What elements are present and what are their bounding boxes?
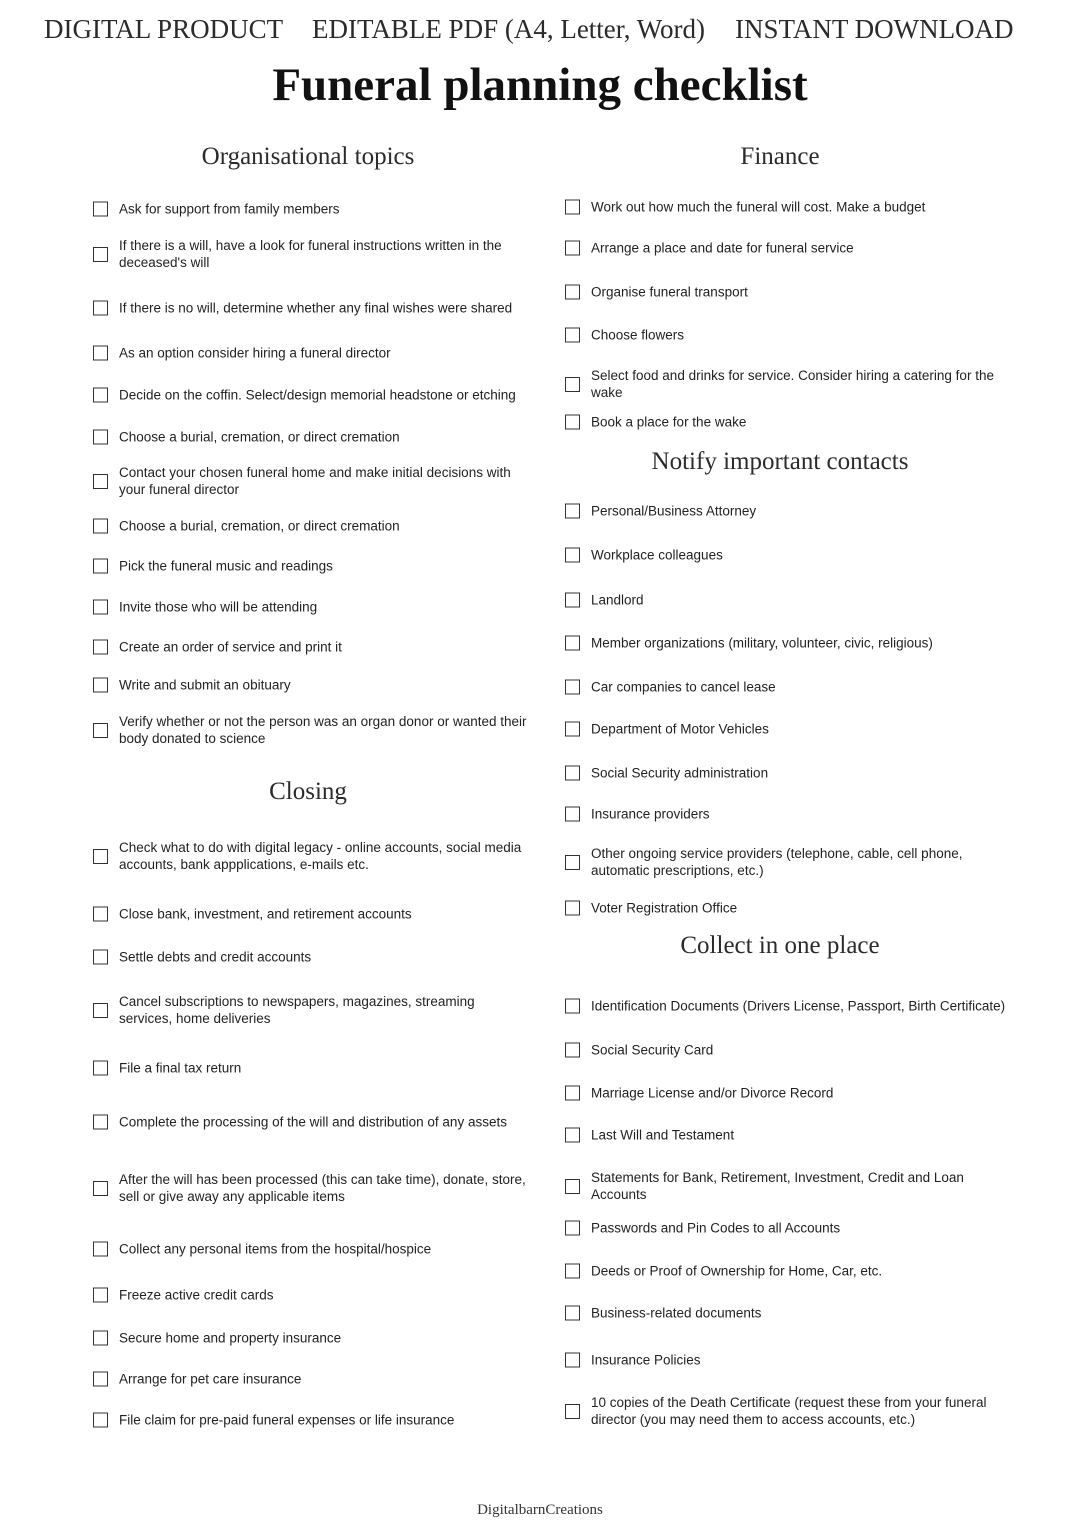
checkbox[interactable] — [565, 636, 580, 651]
checklist-item-label: Select food and drinks for service. Consider hiring a catering for the wake — [591, 368, 994, 400]
checklist-item-collect[interactable] — [565, 1085, 1011, 1102]
checklist-item-organisational[interactable] — [93, 713, 529, 747]
checklist-item-organisational[interactable] — [93, 599, 529, 616]
checklist-item-contacts[interactable] — [565, 547, 1011, 564]
checklist-item-label: Car companies to cancel lease — [591, 679, 776, 695]
checklist-item-contacts[interactable] — [565, 592, 1011, 609]
checklist-item-organisational[interactable] — [93, 300, 529, 317]
checkbox[interactable] — [93, 1061, 108, 1076]
heading-closing: Closing — [269, 778, 347, 805]
checklist-item-finance[interactable] — [565, 367, 1011, 401]
checklist-item-finance[interactable] — [565, 414, 1011, 431]
checkbox[interactable] — [565, 1264, 580, 1279]
checkbox[interactable] — [565, 504, 580, 519]
checklist-item-label: Verify whether or not the person was an organ donor or wanted their body donated to science — [119, 714, 527, 746]
checklist-item-closing[interactable] — [93, 906, 529, 923]
checkbox[interactable] — [565, 593, 580, 608]
checklist-item-label: Pick the funeral music and readings — [119, 558, 333, 574]
checklist-item-label: Invite those who will be attending — [119, 599, 318, 615]
footer-brand: DigitalbarnCreations — [477, 1502, 603, 1518]
checklist-item-collect[interactable] — [565, 1352, 1011, 1369]
checklist-item-label: Write and submit an obituary — [119, 677, 291, 693]
checklist-item-label: Check what to do with digital legacy - online accounts, social media accounts, bank appplications, e-mails etc. — [119, 840, 522, 872]
checkbox[interactable] — [565, 680, 580, 695]
checklist-item-label: Contact your chosen funeral home and make initial decisions with your funeral director — [119, 465, 511, 497]
heading-collect-in-one-place: Collect in one place — [680, 932, 880, 959]
page-title: Funeral planning checklist — [272, 59, 808, 111]
checklist-item-label: Book a place for the wake — [591, 414, 747, 430]
checklist-item-label: Landlord — [591, 592, 644, 608]
checklist-item-label: Choose a burial, cremation, or direct cremation — [119, 429, 400, 445]
checkbox[interactable] — [565, 999, 580, 1014]
checklist-item-label: Secure home and property insurance — [119, 1330, 342, 1346]
checkbox[interactable] — [93, 1115, 108, 1130]
checklist-item-label: Insurance Policies — [591, 1352, 701, 1368]
checklist-item-organisational[interactable] — [93, 677, 529, 694]
checklist-item-contacts[interactable] — [565, 721, 1011, 738]
checkbox[interactable] — [565, 548, 580, 563]
checkbox[interactable] — [565, 722, 580, 737]
checkbox[interactable] — [565, 1179, 580, 1194]
checklist-item-label: Voter Registration Office — [591, 900, 738, 916]
checkbox[interactable] — [93, 202, 108, 217]
checklist-item-label: Marriage License and/or Divorce Record — [591, 1085, 834, 1101]
checklist-item-label: Choose flowers — [591, 327, 685, 343]
checklist-item-label: Create an order of service and print it — [119, 639, 342, 655]
checklist-item-organisational[interactable] — [93, 639, 529, 656]
checklist-item-organisational[interactable] — [93, 518, 529, 535]
checklist-item-label: Department of Motor Vehicles — [591, 721, 769, 737]
heading-organisational-topics: Organisational topics — [201, 143, 415, 170]
checklist-item-closing[interactable] — [93, 1241, 529, 1258]
checklist-item-label: Arrange a place and date for funeral service — [591, 240, 854, 256]
checklist-item-label: Other ongoing service providers (telephone, cable, cell phone, automatic prescriptions, etc.) — [591, 846, 963, 878]
checkbox[interactable] — [93, 723, 108, 738]
checklist-item-contacts[interactable] — [565, 900, 1011, 917]
checkbox[interactable] — [565, 377, 580, 392]
checkbox[interactable] — [565, 1306, 580, 1321]
checklist-item-contacts[interactable] — [565, 679, 1011, 696]
checkbox[interactable] — [93, 1003, 108, 1018]
checklist-item-organisational[interactable] — [93, 237, 529, 271]
checklist-item-contacts[interactable] — [565, 845, 1011, 879]
checkbox[interactable] — [565, 901, 580, 916]
checkbox[interactable] — [565, 1043, 580, 1058]
checkbox[interactable] — [93, 301, 108, 316]
checkbox[interactable] — [93, 519, 108, 534]
checklist-item-label: Decide on the coffin. Select/design memorial headstone or etching — [119, 387, 516, 403]
checklist-item-collect[interactable] — [565, 1394, 1011, 1428]
checklist-item-closing[interactable] — [93, 949, 529, 966]
checkbox[interactable] — [93, 559, 108, 574]
checklist-item-organisational[interactable] — [93, 558, 529, 575]
checkbox[interactable] — [565, 328, 580, 343]
checklist-item-collect[interactable] — [565, 1263, 1011, 1280]
checklist-item-closing[interactable] — [93, 1371, 529, 1388]
checkbox[interactable] — [93, 1288, 108, 1303]
banner-instant-download: INSTANT DOWNLOAD — [735, 14, 1014, 44]
checklist-item-label: File a final tax return — [119, 1060, 242, 1076]
checklist-item-label: Organise funeral transport — [591, 284, 748, 300]
checkbox[interactable] — [93, 1413, 108, 1428]
checkbox[interactable] — [93, 678, 108, 693]
checkbox[interactable] — [565, 1128, 580, 1143]
checkbox[interactable] — [565, 200, 580, 215]
checklist-item-collect[interactable] — [565, 998, 1011, 1015]
checklist-item-label: Choose a burial, cremation, or direct cremation — [119, 518, 400, 534]
checklist-item-finance[interactable] — [565, 327, 1011, 344]
checklist-item-finance[interactable] — [565, 240, 1011, 257]
checklist-item-label: Workplace colleagues — [591, 547, 723, 563]
checklist-item-label: Social Security administration — [591, 765, 769, 781]
checkbox[interactable] — [93, 1242, 108, 1257]
checkbox[interactable] — [93, 907, 108, 922]
checkbox[interactable] — [93, 430, 108, 445]
checklist-item-closing[interactable] — [93, 1287, 529, 1304]
checklist-item-closing[interactable] — [93, 1330, 529, 1347]
checklist-item-label: Work out how much the funeral will cost. Make a budget — [591, 199, 926, 215]
checklist-item-finance[interactable] — [565, 284, 1011, 301]
checkbox[interactable] — [565, 855, 580, 870]
checklist-item-organisational[interactable] — [93, 345, 529, 362]
checkbox[interactable] — [93, 474, 108, 489]
checkbox[interactable] — [93, 346, 108, 361]
checkbox[interactable] — [565, 285, 580, 300]
checklist-item-closing[interactable] — [93, 839, 529, 873]
checklist-item-collect[interactable] — [565, 1169, 1011, 1203]
checklist-item-label: If there is a will, have a look for funeral instructions written in the deceased's will — [119, 238, 502, 270]
checklist-item-closing[interactable] — [93, 1171, 529, 1205]
checkbox[interactable] — [93, 640, 108, 655]
checklist-item-contacts[interactable] — [565, 503, 1011, 520]
banner-digital-product: DIGITAL PRODUCT — [44, 14, 284, 44]
heading-notify-contacts: Notify important contacts — [651, 448, 909, 475]
checklist-item-organisational[interactable] — [93, 387, 529, 404]
checklist-item-collect[interactable] — [565, 1042, 1011, 1059]
checklist-item-label: Freeze active credit cards — [119, 1287, 274, 1303]
checklist-item-label: Passwords and Pin Codes to all Accounts — [591, 1220, 841, 1236]
checklist-item-closing[interactable] — [93, 1412, 529, 1429]
checklist-item-label: 10 copies of the Death Certificate (request these from your funeral director (you may need them to access accounts, etc.) — [591, 1395, 987, 1427]
checkbox[interactable] — [565, 1353, 580, 1368]
checkbox[interactable] — [93, 849, 108, 864]
checklist-item-label: Last Will and Testament — [591, 1127, 735, 1143]
checklist-item-label: Personal/Business Attorney — [591, 503, 757, 519]
checklist-item-closing[interactable] — [93, 1114, 529, 1131]
checklist-item-label: Business-related documents — [591, 1305, 762, 1321]
checklist-item-label: Arrange for pet care insurance — [119, 1371, 302, 1387]
checklist-item-label: Complete the processing of the will and distribution of any assets — [119, 1114, 507, 1130]
checklist-item-label: Member organizations (military, volunteer, civic, religious) — [591, 635, 933, 651]
checklist-item-contacts[interactable] — [565, 765, 1011, 782]
checklist-item-organisational[interactable] — [93, 201, 529, 218]
checklist-item-label: If there is no will, determine whether any final wishes were shared — [119, 300, 513, 316]
checklist-item-label: Identification Documents (Drivers License, Passport, Birth Certificate) — [591, 998, 1006, 1014]
checklist-item-organisational[interactable] — [93, 464, 529, 498]
checkbox[interactable] — [565, 415, 580, 430]
checkbox[interactable] — [565, 1221, 580, 1236]
checklist-item-closing[interactable] — [93, 1060, 529, 1077]
banner-editable-pdf: EDITABLE PDF (A4, Letter, Word) — [312, 14, 706, 44]
checklist-item-collect[interactable] — [565, 1305, 1011, 1322]
checklist-item-finance[interactable] — [565, 199, 1011, 216]
checklist-item-label: Collect any personal items from the hospital/hospice — [119, 1241, 432, 1257]
checkbox[interactable] — [93, 388, 108, 403]
checklist-item-label: After the will has been processed (this can take time), donate, store, sell or give away any applicable items — [119, 1172, 526, 1204]
checklist-item-label: Cancel subscriptions to newspapers, magazines, streaming services, home deliveries — [119, 994, 475, 1026]
checkbox[interactable] — [93, 600, 108, 615]
checkbox[interactable] — [565, 807, 580, 822]
checkbox[interactable] — [565, 1086, 580, 1101]
checkbox[interactable] — [565, 1404, 580, 1419]
checkbox[interactable] — [93, 1331, 108, 1346]
checkbox[interactable] — [93, 247, 108, 262]
checklist-item-label: Ask for support from family members — [119, 201, 340, 217]
checklist-item-label: As an option consider hiring a funeral director — [119, 345, 391, 361]
checklist-item-label: Statements for Bank, Retirement, Investment, Credit and Loan Accounts — [591, 1170, 964, 1202]
heading-finance: Finance — [740, 143, 820, 170]
checklist-item-label: Close bank, investment, and retirement accounts — [119, 906, 412, 922]
checklist-item-contacts[interactable] — [565, 806, 1011, 823]
checklist-item-contacts[interactable] — [565, 635, 1011, 652]
checklist-item-label: Deeds or Proof of Ownership for Home, Car, etc. — [591, 1263, 883, 1279]
checklist-item-label: Social Security Card — [591, 1042, 714, 1058]
checklist-item-label: File claim for pre-paid funeral expenses or life insurance — [119, 1412, 455, 1428]
checklist-item-label: Settle debts and credit accounts — [119, 949, 312, 965]
checkbox[interactable] — [565, 766, 580, 781]
checkbox[interactable] — [93, 1372, 108, 1387]
checklist-item-label: Insurance providers — [591, 806, 710, 822]
checkbox[interactable] — [93, 1181, 108, 1196]
checklist-item-collect[interactable] — [565, 1220, 1011, 1237]
checklist-item-organisational[interactable] — [93, 429, 529, 446]
checkbox[interactable] — [565, 241, 580, 256]
checkbox[interactable] — [93, 950, 108, 965]
checklist-item-closing[interactable] — [93, 993, 529, 1027]
checklist-item-collect[interactable] — [565, 1127, 1011, 1144]
